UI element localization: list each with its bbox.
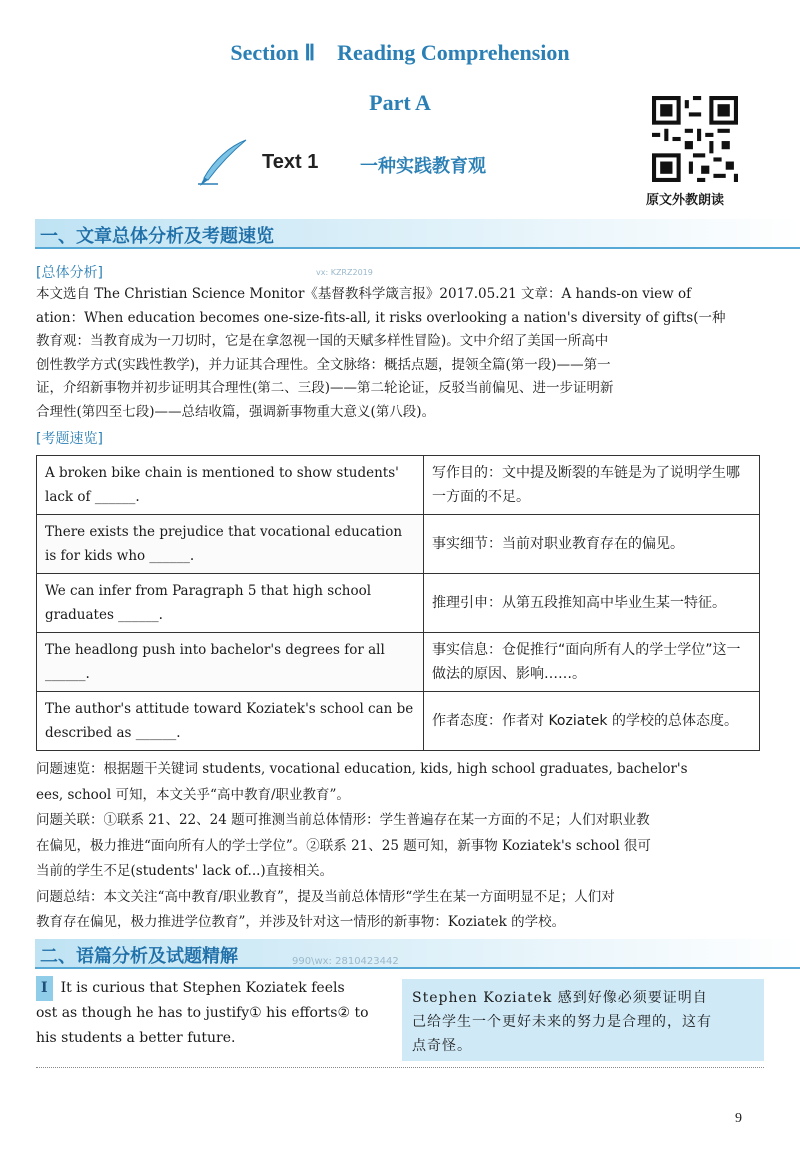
question-hint: 事实信息：仓促推行“面向所有人的学士学位”这一做法的原因、影响……。 <box>424 633 760 692</box>
page-number: 9 <box>735 1111 742 1126</box>
overall-line: 证，介绍新事物并初步证明其合理性(第二、三段)——第二轮论证，反驳当前偏见、进一步证明新 <box>36 380 614 396</box>
question-overview-table <box>36 455 760 751</box>
text-title: 一种实践教育观 <box>360 156 486 177</box>
overall-analysis-text <box>36 283 760 424</box>
table-row <box>37 692 760 751</box>
summary-line: 在偏见，极力推进“面向所有人的学士学位”。②联系 21、25 题可知，新事物 Koziatek's school 很可 <box>36 837 651 854</box>
passage-translation <box>412 986 756 1058</box>
summary-line: 问题关联：①联系 21、22、24 题可推测当前总体情形：学生普遍存在某一方面的不足；人们对职业教 <box>36 812 650 828</box>
section1-title: 一、文章总体分析及考题速览 <box>40 226 274 247</box>
question-hint: 作者态度：作者对 Koziatek 的学校的总体态度。 <box>424 692 760 751</box>
overall-line: 创性教学方式(实践性教学)，并力证其合理性。全文脉络：概括点题，提领全篇(第一段)——第一 <box>36 356 611 373</box>
part-heading: Part A <box>369 90 431 115</box>
overall-line: 本文选自 The Christian Science Monitor《基督教科学箴言报》2017.05.21 文章：A hands-on view of <box>36 286 692 302</box>
summary-line: 教育存在偏见，极力推进学位教育”，并涉及针对这一情形的新事物：Koziatek 的学校。 <box>36 914 566 930</box>
overall-line: 合理性(第四至七段)——总结收篇，强调新事物重大意义(第八段)。 <box>36 403 436 420</box>
question-summary <box>36 758 760 937</box>
summary-line: 问题总结：本文关注“高中教育/职业教育”，提及当前总体情形“学生在某一方面明显不足；人们对 <box>36 888 615 905</box>
table-row <box>37 456 760 515</box>
question-hint: 推理引申：从第五段推知高中毕业生某一特征。 <box>424 574 760 633</box>
passage-english <box>36 976 388 1051</box>
watermark-text: 990\wx: 2810423442 <box>292 956 399 967</box>
question-stem: We can infer from Paragraph 5 that high school graduates ______. <box>37 574 424 633</box>
overall-line: ation：When education becomes one-size-fits-all, it risks overlooking a nation's diversity of gifts(一种 <box>36 309 726 326</box>
summary-line: 问题速览：根据题干关键词 students, vocational education, kids, high school graduates, bachelor's <box>36 761 688 777</box>
translation-line: 己给学生一个更好未来的努力是合理的，这有 <box>412 1014 712 1030</box>
overall-analysis-tag: [总体分析] <box>36 265 103 281</box>
qr-caption: 原文外教朗读 <box>646 193 725 208</box>
section2-title: 二、语篇分析及试题精解 <box>40 946 238 967</box>
passage-line: ost as though he has to justify① his efforts② to <box>36 1005 369 1021</box>
qr-code-icon[interactable] <box>652 96 738 182</box>
quill-pen-icon <box>196 138 248 188</box>
translation-line: 点奇怪。 <box>412 1038 472 1054</box>
table-row <box>37 574 760 633</box>
summary-line: ees, school 可知，本文关乎“高中教育/职业教育”。 <box>36 786 350 803</box>
summary-line: 当前的学生不足(students' lack of...)直接相关。 <box>36 863 334 879</box>
table-row <box>37 515 760 574</box>
question-hint: 写作目的：文中提及断裂的车链是为了说明学生哪一方面的不足。 <box>424 456 760 515</box>
question-stem: There exists the prejudice that vocational education is for kids who ______. <box>37 515 424 574</box>
question-stem: The author's attitude toward Koziatek's school can be described as ______. <box>37 692 424 751</box>
passage-line: his students a better future. <box>36 1030 236 1046</box>
translation-line: Stephen Koziatek 感到好像必须要证明自 <box>412 990 708 1006</box>
section-heading: Section Ⅱ Reading Comprehension <box>230 40 570 65</box>
text-label: Text 1 <box>262 151 319 173</box>
question-stem: A broken bike chain is mentioned to show students' lack of ______. <box>37 456 424 515</box>
quick-view-tag: [考题速览] <box>36 431 103 447</box>
table-row <box>37 633 760 692</box>
overall-line: 教育观：当教育成为一刀切时，它是在拿忽视一国的天赋多样性冒险)。文中介绍了美国一所高中 <box>36 333 609 349</box>
paragraph-number: Ⅰ <box>36 976 53 1001</box>
passage-line: Ⅰ It is curious that Stephen Koziatek feels <box>36 976 388 1001</box>
divider <box>36 1067 764 1068</box>
watermark-text: vx: KZRZ2019 <box>316 268 373 277</box>
question-stem: The headlong push into bachelor's degrees for all ______. <box>37 633 424 692</box>
question-hint: 事实细节：当前对职业教育存在的偏见。 <box>424 515 760 574</box>
